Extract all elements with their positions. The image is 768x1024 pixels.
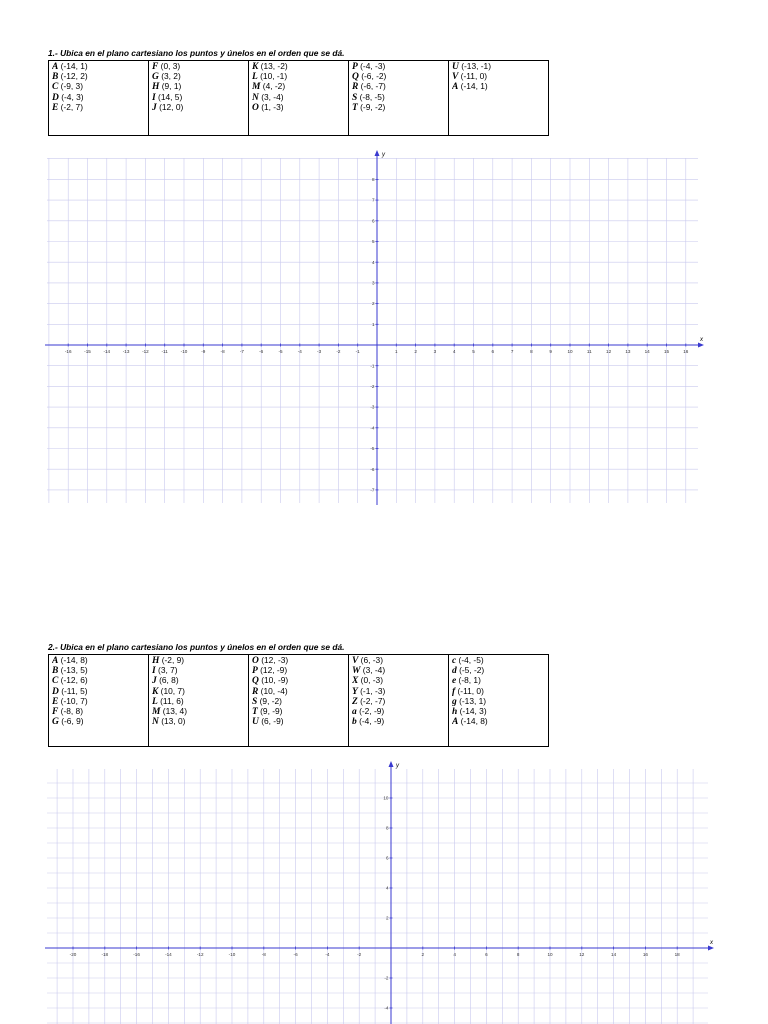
point-coords: (-13, -1) xyxy=(458,61,491,71)
x-axis-arrow xyxy=(708,946,714,951)
point-label: F xyxy=(52,706,59,717)
point-coords: (10, -4) xyxy=(258,685,288,696)
point-label: F xyxy=(152,62,159,72)
point-coords: (-14, 8) xyxy=(58,655,88,665)
point-label: U xyxy=(252,717,259,727)
point-label: Z xyxy=(352,696,358,706)
x-tick-label: 1 xyxy=(395,349,398,354)
point-label: e xyxy=(452,676,457,686)
point-label: I xyxy=(152,92,156,102)
point-coords: (13, 4) xyxy=(160,705,187,716)
point-coords: (-14, 1) xyxy=(58,61,88,71)
point-label: K xyxy=(252,62,259,72)
x-tick-label: -14 xyxy=(165,952,172,957)
point-label: B xyxy=(52,72,59,82)
y-tick-label: 8 xyxy=(385,825,389,831)
point-label: a xyxy=(352,706,357,717)
point-label: C xyxy=(52,82,59,92)
x-tick-label: -5 xyxy=(278,349,283,354)
point-coords: (-6, -7) xyxy=(358,81,386,92)
point-coords: (-11, 0) xyxy=(458,71,488,82)
x-tick-label: -12 xyxy=(142,349,149,354)
x-tick-label: 4 xyxy=(453,952,456,957)
x-tick-label: 2 xyxy=(421,952,425,957)
x-tick-label: -12 xyxy=(196,952,204,957)
point-coords: (-13, 1) xyxy=(456,695,487,706)
x-tick-label: -2 xyxy=(357,952,362,957)
point-label: c xyxy=(452,656,457,666)
point-label: V xyxy=(452,72,459,82)
y-tick-label: 5 xyxy=(371,239,375,245)
point-coords: (-13, 5) xyxy=(58,665,88,676)
point-label: S xyxy=(252,696,258,706)
point-label: g xyxy=(452,696,457,706)
y-tick-label: -1 xyxy=(370,363,375,369)
point-coords: (-10, 7) xyxy=(58,695,88,706)
point-label: N xyxy=(152,717,159,727)
y-tick-label: 7 xyxy=(371,197,375,203)
point-coords: (9, 1) xyxy=(159,81,182,92)
point-label: G xyxy=(152,72,159,82)
point-label: L xyxy=(252,72,258,82)
x-tick-label: -6 xyxy=(293,952,298,957)
point-label: T xyxy=(252,706,258,717)
y-tick-label: 6 xyxy=(371,218,375,224)
point-coords: (-5, -2) xyxy=(456,665,485,676)
point-label: N xyxy=(252,92,259,102)
point-label: Q xyxy=(352,72,359,82)
point-coords: (-2, -7) xyxy=(357,695,386,706)
y-tick-label: 2 xyxy=(371,301,375,307)
exercise1-title: 1.- Ubica en el plano cartesiano los puntos y únelos en el orden que se dá. xyxy=(48,48,345,58)
x-tick-label: -3 xyxy=(317,349,322,354)
x-tick-label: 12 xyxy=(579,952,585,957)
x-tick-label: -20 xyxy=(69,952,77,957)
x-tick-label: 4 xyxy=(452,349,456,354)
x-tick-label: 6 xyxy=(485,952,488,957)
point-label: P xyxy=(352,62,358,72)
point-coords: (-1, -3) xyxy=(357,685,386,696)
point-label: I xyxy=(152,666,156,676)
point-label: X xyxy=(352,676,359,686)
x-tick-label: -4 xyxy=(297,349,302,354)
point-coords: (-8, -5) xyxy=(357,91,385,102)
point-coords: (-4, -5) xyxy=(456,655,484,665)
point-coords: (10, 7) xyxy=(158,685,185,696)
x-tick-label: 2 xyxy=(414,349,417,354)
point-coords: (-4, 3) xyxy=(58,91,84,102)
y-axis-label: y xyxy=(396,763,399,769)
point-label: R xyxy=(352,82,359,92)
point-label: Q xyxy=(252,676,259,686)
y-tick-label: -4 xyxy=(370,425,375,431)
y-tick-label: -3 xyxy=(370,404,375,410)
point-coords: (1, -3) xyxy=(258,101,284,112)
point-coords: (-2, 9) xyxy=(159,655,185,665)
point-coords: (-14, 3) xyxy=(457,705,487,716)
point-coords: (-14, 8) xyxy=(458,716,488,727)
point-label: f xyxy=(452,686,456,696)
point-coords: (3, 7) xyxy=(155,665,178,676)
point-label: h xyxy=(452,706,458,717)
y-tick-label: 6 xyxy=(385,855,389,861)
point-coords: (13, 0) xyxy=(158,716,186,727)
point-coords: (11, 6) xyxy=(157,695,184,706)
point-coords: (6, 8) xyxy=(156,675,179,686)
point-label: J xyxy=(152,102,157,112)
point-coords: (-12, 6) xyxy=(58,675,88,686)
x-tick-label: -1 xyxy=(355,349,360,354)
point-label: d xyxy=(452,666,457,676)
point-coords: (-12, 2) xyxy=(58,71,88,82)
point-coords: (-4, -3) xyxy=(357,61,386,71)
x-tick-label: -10 xyxy=(180,349,188,354)
point-label: O xyxy=(252,102,259,112)
point-label: G xyxy=(52,717,59,727)
x-tick-label: 6 xyxy=(491,349,495,354)
y-tick-label: 4 xyxy=(371,259,375,265)
point-label: M xyxy=(252,82,261,92)
y-tick-label: -7 xyxy=(370,487,375,493)
y-tick-label: -4 xyxy=(384,1005,389,1011)
point-label: B xyxy=(52,666,59,676)
x-tick-label: 15 xyxy=(663,349,670,354)
x-tick-label: -9 xyxy=(201,349,206,354)
y-tick-label: 1 xyxy=(371,321,375,327)
x-tick-label: -14 xyxy=(103,349,111,354)
point-label: A xyxy=(452,717,459,727)
point-coords: (-2, 7) xyxy=(58,101,84,112)
x-tick-label: 11 xyxy=(586,349,592,354)
point-coords: (10, -1) xyxy=(257,71,288,82)
y-tick-label: -2 xyxy=(384,975,389,981)
x-tick-label: 5 xyxy=(472,349,475,354)
x-tick-label: -2 xyxy=(336,349,341,354)
point-coords: (-8, 1) xyxy=(456,675,481,686)
point-coords: (12, -3) xyxy=(258,655,289,665)
point-label: U xyxy=(452,62,459,72)
x-tick-label: 3 xyxy=(433,349,437,354)
point-label: V xyxy=(352,656,359,666)
y-tick-label: -2 xyxy=(370,384,375,389)
point-label: H xyxy=(152,82,160,92)
y-tick-label: 4 xyxy=(385,885,389,891)
x-tick-label: -18 xyxy=(101,952,109,957)
y-axis-label: y xyxy=(382,152,385,158)
point-coords: (-6, -2) xyxy=(358,71,387,82)
point-label: L xyxy=(152,696,158,706)
y-axis-arrow xyxy=(389,761,394,767)
x-tick-label: -16 xyxy=(64,349,72,354)
x-tick-label: -8 xyxy=(220,349,225,354)
x-tick-label: -16 xyxy=(133,952,140,957)
grid-lines xyxy=(47,769,708,1024)
x-tick-label: -15 xyxy=(84,349,91,354)
x-tick-label: 8 xyxy=(530,349,533,354)
point-coords: (6, -3) xyxy=(358,655,384,665)
x-tick-label: 13 xyxy=(625,349,631,354)
point-label: J xyxy=(152,676,157,686)
x-axis-label: x xyxy=(710,940,713,946)
point-label: R xyxy=(252,686,259,696)
x-tick-label: 14 xyxy=(611,952,617,957)
point-coords: (0, -3) xyxy=(358,675,384,686)
point-label: O xyxy=(252,656,259,666)
point-coords: (-9, 3) xyxy=(58,81,84,92)
y-tick-label: 8 xyxy=(371,177,375,182)
point-label: D xyxy=(52,92,59,102)
point-label: H xyxy=(152,656,160,666)
point-coords: (-14, 1) xyxy=(458,81,488,92)
point-coords: (0, 3) xyxy=(158,61,181,71)
point-coords: (-6, 9) xyxy=(58,716,84,727)
point-label: E xyxy=(52,696,59,706)
point-label: A xyxy=(52,62,59,72)
point-coords: (-9, -2) xyxy=(357,101,386,112)
exercise2-title: 2.- Ubica en el plano cartesiano los puntos y únelos en el orden que se dá. xyxy=(48,642,345,652)
y-tick-label: 2 xyxy=(385,915,389,921)
point-coords: (-4, -9) xyxy=(356,716,385,727)
x-tick-label: -7 xyxy=(239,349,244,354)
point-coords: (10, -9) xyxy=(258,675,289,686)
point-coords: (-11, 5) xyxy=(58,685,88,696)
point-coords: (12, 0) xyxy=(156,101,184,112)
x-tick-label: -8 xyxy=(261,952,266,957)
point-label: A xyxy=(452,82,459,92)
point-coords: (3, 2) xyxy=(158,71,181,82)
y-tick-label: 10 xyxy=(383,795,389,801)
point-coords: (6, -9) xyxy=(258,716,284,727)
x-tick-label: 8 xyxy=(516,952,520,957)
y-tick-label: -5 xyxy=(370,446,375,452)
point-coords: (12, -9) xyxy=(257,665,288,676)
point-label: Y xyxy=(352,686,358,696)
point-label: b xyxy=(352,717,357,727)
point-coords: (-8, 8) xyxy=(58,705,84,716)
x-tick-label: 12 xyxy=(606,349,612,354)
point-label: S xyxy=(352,92,358,102)
point-coords: (-11, 0) xyxy=(455,685,484,696)
point-label: A xyxy=(52,656,59,666)
point-coords: (9, -2) xyxy=(257,695,282,706)
x-tick-label: 16 xyxy=(642,952,648,957)
point-label: C xyxy=(52,676,59,686)
x-tick-label: -4 xyxy=(325,952,330,957)
y-tick-label: -6 xyxy=(370,466,375,472)
point-label: P xyxy=(252,666,258,676)
x-tick-label: 16 xyxy=(683,349,689,354)
x-tick-label: 10 xyxy=(567,349,573,354)
point-label: E xyxy=(52,102,59,112)
point-label: K xyxy=(152,686,159,696)
point-coords: (3, -4) xyxy=(360,665,386,676)
point-label: W xyxy=(352,666,361,676)
point-label: T xyxy=(352,102,358,112)
x-axis-label: x xyxy=(700,337,703,343)
x-tick-label: 14 xyxy=(644,349,650,354)
x-tick-label: -11 xyxy=(161,349,168,354)
x-tick-label: 10 xyxy=(547,952,553,957)
y-tick-label: 3 xyxy=(371,280,375,286)
x-tick-label: 18 xyxy=(674,952,680,957)
point-coords: (3, -4) xyxy=(258,91,284,102)
point-label: M xyxy=(152,706,161,717)
point-coords: (4, -2) xyxy=(260,81,286,92)
x-tick-label: -10 xyxy=(228,952,236,957)
x-tick-label: 7 xyxy=(510,349,514,354)
point-coords: (-2, -9) xyxy=(356,705,385,716)
point-label: D xyxy=(52,686,59,696)
point-coords: (9, -9) xyxy=(257,705,283,716)
x-tick-label: -6 xyxy=(259,349,264,354)
x-tick-label: -13 xyxy=(122,349,130,354)
x-tick-label: 9 xyxy=(549,349,552,354)
point-coords: (14, 5) xyxy=(155,91,183,102)
point-coords: (13, -2) xyxy=(258,61,288,71)
